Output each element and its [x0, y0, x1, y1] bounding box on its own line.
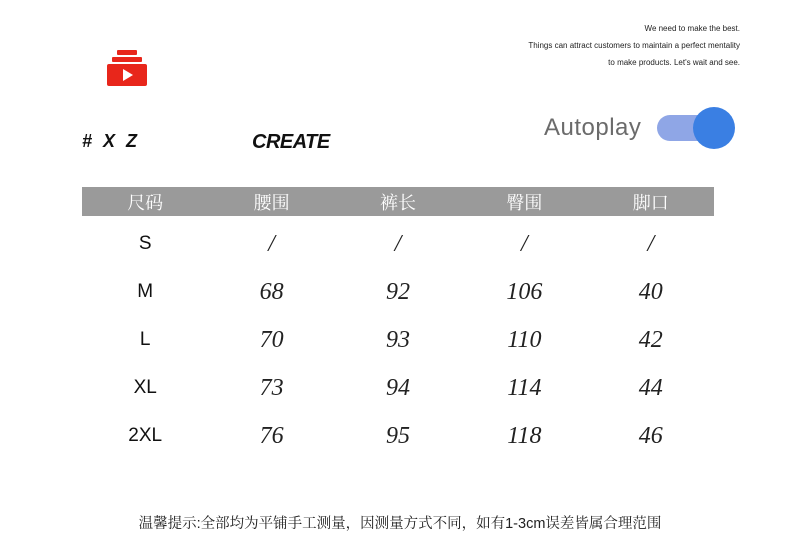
length-cell: 94 — [385, 374, 410, 401]
size-cell: 2XL — [128, 425, 163, 446]
size-cell: S — [138, 233, 152, 254]
tagline-line: Things can attract customers to maintain a perfect mentality — [528, 41, 740, 50]
table-row — [82, 364, 714, 412]
column-header-hip: 臀围 — [461, 187, 587, 216]
hip-cell: 118 — [507, 422, 542, 449]
column-header-length: 裤长 — [335, 187, 461, 216]
table-row — [82, 316, 714, 364]
table-row — [82, 216, 714, 268]
hip-cell: / — [521, 230, 528, 257]
length-cell: 93 — [385, 326, 410, 353]
brand-create-wordmark: CREATE — [252, 131, 330, 153]
hem-cell: 46 — [638, 422, 663, 449]
hip-cell: 110 — [507, 326, 542, 353]
brand-hash-mark: # X Z — [82, 131, 141, 151]
waist-cell: 76 — [259, 422, 284, 449]
autoplay-control — [544, 107, 735, 149]
column-header-hem: 脚口 — [588, 187, 714, 216]
table-row — [82, 268, 714, 316]
size-cell: XL — [133, 377, 157, 398]
hem-cell: 40 — [638, 278, 663, 305]
tagline-line: to make products. Let's wait and see. — [608, 58, 740, 67]
length-cell: 92 — [385, 278, 410, 305]
hem-cell: 44 — [638, 374, 663, 401]
tagline-line: We need to make the best. — [644, 24, 740, 33]
hip-cell: 106 — [506, 278, 543, 305]
table-row — [82, 412, 714, 460]
play-logo-icon — [107, 49, 147, 86]
hem-cell: / — [647, 230, 655, 257]
length-cell: / — [394, 230, 402, 257]
waist-cell: 70 — [259, 326, 284, 353]
tagline — [420, 20, 740, 71]
hem-cell: 42 — [638, 326, 663, 353]
length-cell: 95 — [385, 422, 410, 449]
size-cell: M — [137, 281, 154, 302]
autoplay-toggle[interactable] — [657, 107, 735, 149]
waist-cell: 68 — [259, 278, 284, 305]
table-header-row — [82, 187, 714, 216]
column-header-size: 尺码 — [82, 187, 208, 216]
toggle-knob[interactable] — [693, 107, 735, 149]
waist-cell: 73 — [259, 374, 284, 401]
hip-cell: 114 — [507, 374, 542, 401]
autoplay-label: Autoplay — [544, 114, 642, 141]
size-chart-table — [82, 187, 714, 460]
column-header-waist: 腰围 — [208, 187, 334, 216]
waist-cell: / — [268, 230, 275, 257]
size-cell: L — [139, 329, 151, 350]
measurement-note: 温馨提示:全部均为平铺手工测量，因测量方式不同，如有1-3cm误差皆属合理范围 — [138, 516, 662, 532]
